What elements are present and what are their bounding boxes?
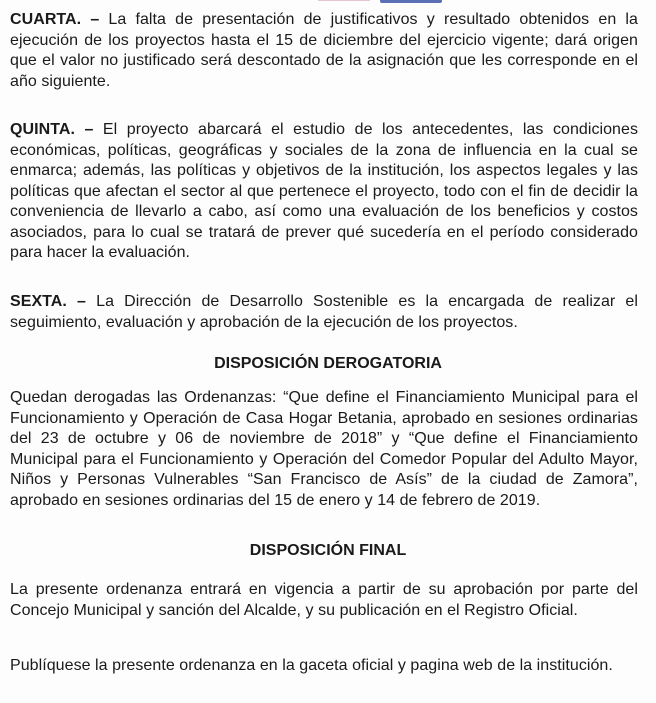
- clause-quinta-lead: QUINTA. –: [10, 121, 94, 138]
- clause-sexta-lead: SEXTA. –: [10, 293, 86, 310]
- clause-cuarta-text: La falta de presentación de justificativos y resultado obtenidos en la ejecución de los proyectos hasta el 15 de diciembre del ejercicio vigente; dará origen que el valor no justificado será descontado de la asignación que les corresponde en el año siguiente.: [10, 11, 638, 90]
- final-paragraph-2: Publíquese la presente ordenanza en la gaceta oficial y pagina web de la institución.: [10, 657, 613, 674]
- clause-sexta-text: La Dirección de Desarrollo Sostenible es la encargada de realizar el seguimiento, evaluación y aprobación de la ejecución de los proyectos.: [10, 293, 638, 331]
- clause-sexta: [10, 292, 638, 333]
- clause-cuarta: [10, 10, 638, 92]
- top-edge-stamp: [380, 0, 442, 3]
- derogatoria-text: Quedan derogadas las Ordenanzas: “Que define el Financiamiento Municipal para el Funcionamiento y Operación de Casa Hogar Betania, aprobado en sesiones ordinarias del 23 de octubre y 06 de noviembre de 2018” y “Que define el Financiamiento Municipal para el Funcionamiento y Operación del Comedor Popular del Adulto Mayor, Niños y Personas Vulnerables “San Francisco de Asís” de la ciudad de Zamora”, aprobado en sesiones ordinarias del 15 de enero y 14 de febrero de 2019.: [10, 389, 638, 509]
- clause-cuarta-lead: CUARTA. –: [10, 11, 100, 28]
- clause-quinta: [10, 120, 638, 264]
- final-heading: DISPOSICIÓN FINAL: [249, 542, 407, 559]
- derogatoria-heading: DISPOSICIÓN DEROGATORIA: [214, 355, 442, 372]
- final-paragraph-1: La presente ordenanza entrará en vigencia a partir de su aprobación por parte del Concejo Municipal y sanción del Alcalde, y su publicación en el Registro Oficial.: [10, 581, 638, 619]
- top-edge-mark: [318, 0, 370, 1]
- clause-quinta-text: El proyecto abarcará el estudio de los antecedentes, las condiciones económicas, políticas, geográficas y sociales de la zona de influencia en la cual se enmarca; además, las políticas y objetivos de la institución, los aspectos legales y las políticas que afectan el sector al que pertenece el proyecto, todo con el fin de decidir la conveniencia de llevarlo a cabo, así como una evaluación de los beneficios y costos asociados, para lo cual se tratará de prever qué sucedería en el período considerado para hacer la evaluación.: [10, 121, 638, 261]
